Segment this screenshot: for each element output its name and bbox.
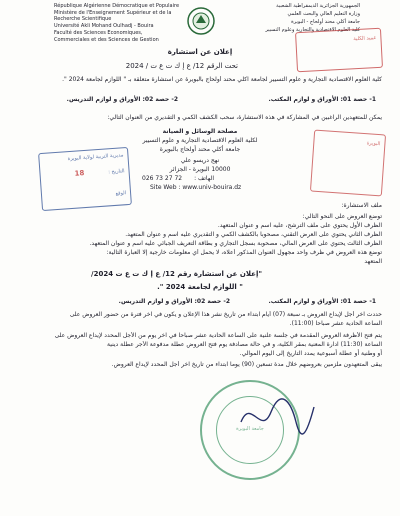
header-republic-ar: الجمهورية الجزائرية الديمقراطية الشعبية xyxy=(276,3,360,9)
lot-1: 1- حصة 01: الأوراق و لوازم المكتب. xyxy=(268,96,376,103)
website[interactable]: Site Web : www.univ-bouira.dz xyxy=(150,184,242,191)
header-republic-fr: République Algérienne Démocratique et Populaire xyxy=(54,3,180,9)
opening-line-2: الساعة (11:30) ادارة المعنية بمقر الكلية، و في حالة مصادفة يوم فتح العروض عطلة مدفوعة الأجر عطلة دينية xyxy=(107,341,382,348)
file-line-6: المتعهد xyxy=(364,258,382,265)
notice-title: إعلان عن استشارة xyxy=(167,48,233,56)
file-label: ملف الاستشارة: xyxy=(341,202,382,209)
opening-line-3: أو وطنية أو عطلة أسبوعية يمدد التاريخ إلى اليوم الموالي. xyxy=(239,350,382,357)
faculty-line: لكلية العلوم الاقتصادية التجارية و علوم التسيير xyxy=(142,137,258,144)
received-number: 18 xyxy=(74,169,85,178)
signature xyxy=(236,392,316,442)
lot-2: 2- حصة 02: الأوراق و لوازم التدريس. xyxy=(66,96,178,103)
header-university-fr: Université Akli Mohand Oulhadj - Bouira xyxy=(54,23,154,29)
received-stamp-title: مديرية التربية لولاية البويرة xyxy=(67,152,124,163)
header-university-ar: جامعة أكلي محند أولحاج - البويرة xyxy=(291,19,360,25)
header-ministry-ar: وزارة التعليم العالي والبحث العلمي xyxy=(287,11,360,17)
received-place: الوقع xyxy=(115,190,127,197)
phone-label: الهاتف : xyxy=(194,175,214,182)
validity-line: يبقى المتعهدون ملزمين بعروضهم خلال مدة تسعين (90) يوما ابتداء من تاريخ آخر أجل المحدد لإيداع العروض. xyxy=(111,361,382,368)
deadline-line-2: الساعة الحادية عشر صباحا (11:00). xyxy=(289,320,382,327)
dean-stamp-label: البويرة xyxy=(366,140,381,148)
file-line-5: توضع هذه العروض في ظرف واحد مجهول العنوان المذكور أعلاه، لا يحمل أي معلومات خارجية إلا العبارة التالية: xyxy=(106,249,382,256)
envelope-line-2: " اللوازم لجامعة 2024 ". xyxy=(157,283,243,291)
deadline-line-1: حددت آخر أجل لإيداع العروض بـ سبعة (07) أيام ابتداء من تاريخ نشر هذا الإعلان و يكون في آخر فترة من حضور العروض على xyxy=(69,311,382,318)
received-date-label: التاريخ : xyxy=(108,168,125,176)
file-line-4: الظرف الثالث يحتوي على العرض المالي، مصحوبة بسجل التجاري و بطاقة التعريف الجبائي عليه اسم و عنوان المتعهد. xyxy=(89,240,382,247)
service-name: مصلحة الوسائل و الصيانة xyxy=(162,128,238,135)
envelope-line-1: "إعلان عن استشارة رقم 12/ ع إ ك ت ع ت 2024/ xyxy=(91,270,262,278)
lot-2-repeat: 2- حصة 02: الأوراق و لوازم التدريس. xyxy=(118,298,230,305)
phone-number: 026 73 27 72 xyxy=(142,175,183,182)
header-faculty-fr-1: Faculté des Sciences Economiques, xyxy=(54,30,143,36)
dean-stamp xyxy=(310,130,386,197)
file-line-1: توضع العروض على النحو التالي: xyxy=(302,213,382,220)
file-line-3: الظرف الثاني يحتوي على العرض التقني، مصحوبا بالكشف الكمي و التقديري عليه اسم و عنوان المتعهد. xyxy=(125,231,382,238)
city-line: 10000 البويرة - الجزائر xyxy=(169,166,231,173)
university-logo xyxy=(186,6,216,36)
seal-text: جامعة البويرة xyxy=(236,426,264,432)
faculty-stamp xyxy=(295,28,383,72)
header-ministry-fr: Ministère de l'Enseignement Supérieur et de la Recherche Scientifique xyxy=(54,10,172,22)
street-line: نهج دريسو علي xyxy=(180,157,220,164)
lot-1-repeat: 1- حصة 01: الأوراق و لوازم المكتب. xyxy=(268,298,376,305)
received-stamp xyxy=(38,147,132,211)
notice-intro: كلية العلوم الاقتصادية التجارية و علوم التسيير لجامعة آكلي محند أولحاج بالبويرة عن استشارة متعلقة بـ " اللوازم لجامعة 2024 ". xyxy=(62,76,382,83)
opening-line-1: يتم فتح الأظرفة العروض المقدمة في جلسة علنية على الساعة الحادية عشر صباحا في آخر يوم من الأجل المحدد لإيداع العروض على xyxy=(54,332,382,339)
call-text: يمكن للمتعهدين الراغبين في المشاركة في هذه الاستشارة، سحب الكشف الكمي و التقديري من العنوان التالي: xyxy=(107,114,382,121)
file-line-2: الظرف الأول يحتوي على ملف الترشح، عليه اسم و عنوان المتعهد. xyxy=(217,222,382,229)
notice-reference: تحت الرقم 12/ ع إ ك ت ع ت / 2024 xyxy=(125,62,238,70)
header-faculty-ar: كلية العلوم الاقتصادية والتجارية وعلوم التسيير xyxy=(265,27,360,33)
university-line: جامعة أكلي محند أولحاج بالبويرة xyxy=(159,146,241,153)
header-faculty-fr-2: Commerciales et des Sciences de Gestion xyxy=(54,37,159,43)
faculty-stamp-label: عميد الكلية xyxy=(353,35,377,43)
